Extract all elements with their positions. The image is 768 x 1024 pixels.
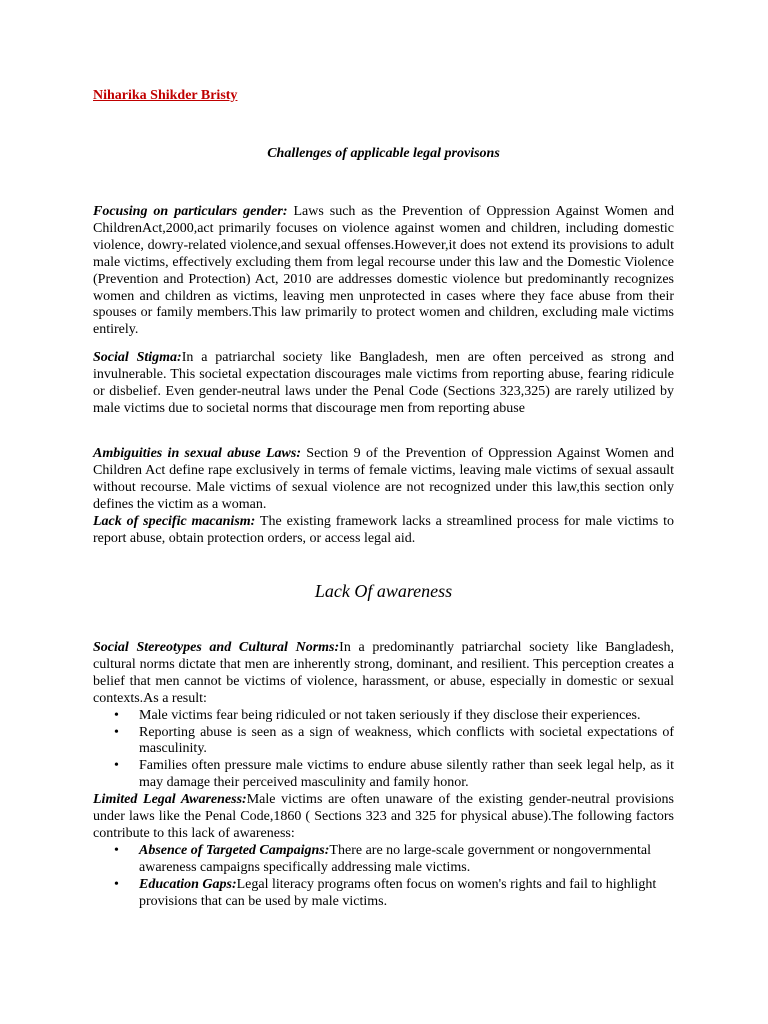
paragraph-label: Lack of specific macanism: <box>93 514 256 529</box>
paragraph-social-stigma <box>93 350 674 418</box>
paragraph-text: Section 9 of the Prevention of Oppression Against Women and Children Act define rape exclusively in terms of female victims, leaving male victims of sexual assault without recourse. Male victims of sexual violence are not recognized under this law,this section only defines the victim as a woman. <box>93 446 674 512</box>
paragraph-lack-of-mechanism <box>93 514 674 548</box>
bullet-text: Legal literacy programs often focus on women's rights and fail to highlight provisions that can be used by male victims. <box>139 876 657 909</box>
paragraph-label: Limited Legal Awareness: <box>93 792 247 808</box>
paragraph-label: Ambiguities in sexual abuse Laws: <box>93 446 301 461</box>
bullet-list-factors <box>93 843 674 911</box>
paragraph-text: Laws such as the Prevention of Oppression Against Women and ChildrenAct,2000,act primarily focuses on violence against women and children, including domestic violence, dowry-related violence,and sexual offenses.However,it does not extend its provisions to adult male victims, effectively excluding them from legal recourse under this law and the Domestic Violence (Prevention and Protection) Act, 2010 are addresses domestic violence but predominantly recognizes women and children as victims, leaving men unprotected in cases where they face abuse from their spouses or family members.This law primarily to protect women and children, excluding male victims entirely. <box>93 204 674 338</box>
paragraph-stereotypes <box>93 640 674 911</box>
list-item: • Male victims fear being ridiculed or not taken seriously if they disclose their experiences. <box>93 708 674 725</box>
paragraph-label: Focusing on particulars gender: <box>93 204 288 219</box>
section-title-awareness: Lack Of awareness <box>314 581 453 601</box>
paragraph-text: The existing framework lacks a streamlined process for male victims to report abuse, obtain protection orders, or access legal aid. <box>93 514 674 546</box>
paragraph-label: Social Stigma: <box>93 350 182 365</box>
list-item: • Reporting abuse is seen as a sign of weakness, which conflicts with societal expectations of masculinity. <box>93 725 674 759</box>
bullet-text: There are no large-scale government or nongovernmental awareness campaigns specifically addressing male victims. <box>139 842 652 875</box>
bullet-label: Absence of Targeted Campaigns: <box>139 842 330 858</box>
paragraph-legal-awareness <box>93 792 674 843</box>
list-item: • Families often pressure male victims to endure abuse silently rather than seek legal help, as it may damage their perceived masculinity and family honor. <box>93 758 674 792</box>
bullet-label: Education Gaps: <box>139 876 237 892</box>
section-title-challenges: Challenges of applicable legal provisons <box>267 146 500 161</box>
paragraph-sexual-abuse-laws <box>93 446 674 514</box>
bullet-list-stereotypes <box>93 708 674 793</box>
paragraph-text: In a predominantly patriarchal society like Bangladesh, cultural norms dictate that men are inherently strong, dominant, and resilient. This perception creates a belief that men cannot be victims of violence, harassment, or abuse, especially in domestic or sexual contexts.As a result: <box>93 640 675 706</box>
paragraph-text: In a patriarchal society like Bangladesh, men are often perceived as strong and invulnerable. This societal expectation discourages male victims from reporting abuse, fearing ridicule or disbelief. Even gender-neutral laws under the Penal Code (Sections 323,325) are rarely utilized by male victims due to societal norms that discourage men from reporting abuse <box>93 350 674 416</box>
paragraph-label: Social Stereotypes and Cultural Norms: <box>93 640 340 655</box>
list-item <box>93 877 674 911</box>
paragraph-text: Male victims are often unaware of the existing gender-neutral provisions under laws like the Penal Code,1860 ( Sections 323 and 325 for physical abuse).The following factors contribute to this lack of awareness: <box>93 792 675 841</box>
paragraph-gender-focus <box>93 204 674 339</box>
list-item <box>93 843 674 877</box>
author-name: Niharika Shikder Bristy <box>93 88 238 103</box>
